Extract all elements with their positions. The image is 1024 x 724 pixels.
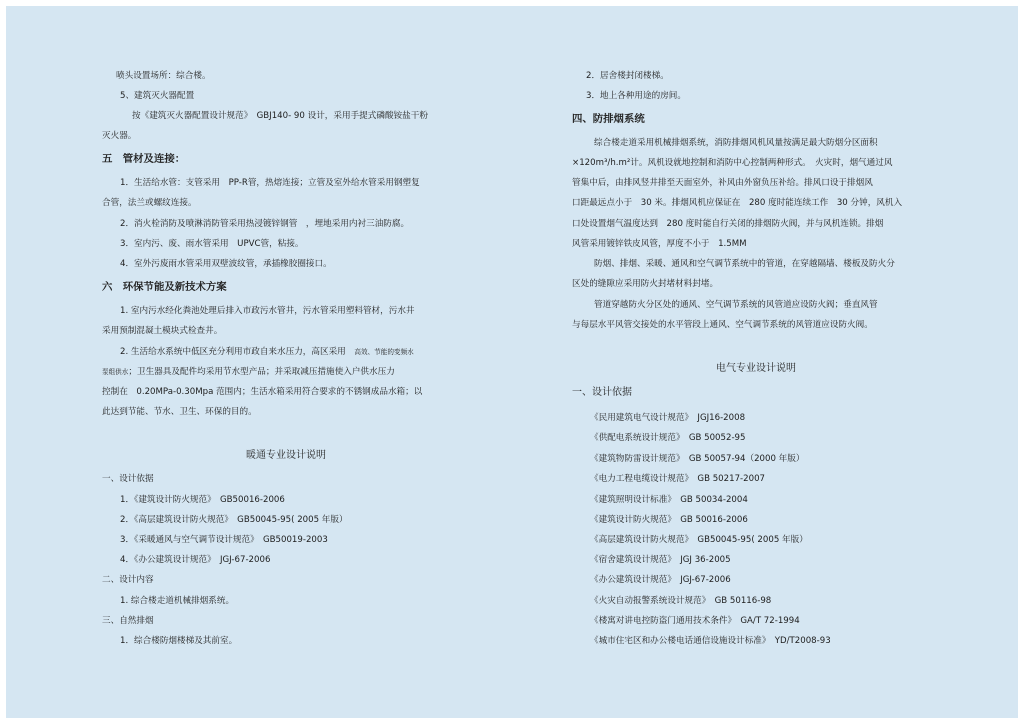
sprinkler-location-line: 喷头设置场所：综合楼。 <box>116 71 211 81</box>
electrical-standard-7: 《高层建筑设计防火规范》 GB50045-95( 2005 年版） <box>590 535 808 545</box>
smoke-control-text-5: 口处设置烟气温度达到 280 度时能自行关闭的排烟防火阀，并与风机连锁。排烟 <box>572 219 884 229</box>
electrical-basis-heading: 一、设计依据 <box>572 387 632 398</box>
section-heading-env: 六 环保节能及新技术方案 <box>102 281 227 293</box>
electrical-standard-8: 《宿舍建筑设计规范》 JGJ 36-2005 <box>590 555 731 565</box>
extinguisher-heading: 5、建筑灭火器配置 <box>120 91 195 101</box>
env-item-2-pump-text: 泵组供水 <box>102 368 129 376</box>
smoke-control-text-2: ×120m³/h.m²计。风机设就地控制和消防中心控制两种形式。 火灾时，烟气通过风 <box>572 158 893 168</box>
smoke-control-text-1: 综合楼走道采用机械排烟系统，消防排烟风机风量按满足最大防烟分区面积 <box>594 138 878 148</box>
natural-smoke-heading: 三、自然排烟 <box>102 616 154 626</box>
env-item-2-small-text: 高效、节能的变频水 <box>354 348 414 356</box>
electrical-standard-1: 《民用建筑电气设计规范》 JGJ16-2008 <box>590 413 746 423</box>
natural-smoke-item-1: 1．综合楼防烟楼梯及其前室。 <box>120 636 238 646</box>
env-item-2-pressure: 控制在 0.20MPa-0.30Mpa 范围内；生活水箱采用符合要求的不锈钢成品水箱；以 <box>102 387 423 397</box>
hvac-basis-item-2: 2．《高层建筑设计防火规范》 GB50045-95( 2005 年版） <box>120 515 348 525</box>
electrical-standard-10: 《火灾自动报警系统设计规范》 GB 50116-98 <box>590 596 772 606</box>
electrical-standard-12: 《城市住宅区和办公楼电话通信设施设计标准》 YD/T2008-93 <box>590 636 831 646</box>
hvac-content-heading: 二、设计内容 <box>102 575 154 585</box>
electrical-standard-11: 《楼寓对讲电控防盗门通用技术条件》 GA/T 72-1994 <box>590 616 800 626</box>
natural-smoke-item-2: 2．居舍楼封闭楼梯。 <box>586 71 669 81</box>
env-item-2-goal: 此达到节能、节水、卫生、环保的目的。 <box>102 407 257 417</box>
piping-item-4: 4．室外污废雨水管采用双壁波纹管，承插橡胶圈接口。 <box>120 259 332 269</box>
electrical-standard-6: 《建筑设计防火规范》 GB 50016-2006 <box>590 515 748 525</box>
extinguisher-text-cont: 灭火器。 <box>102 131 137 141</box>
electrical-standard-4: 《电力工程电缆设计规范》 GB 50217-2007 <box>590 474 766 484</box>
env-item-1: 1. 室内污水经化粪池处理后排入市政污水管井，污水管采用塑料管材，污水井 <box>120 306 415 316</box>
piping-item-2: 2．消火栓消防及喷淋消防管采用热浸镀锌钢管 ，埋地采用内衬三油防腐。 <box>120 219 410 229</box>
smoke-control-heading: 四、防排烟系统 <box>572 113 645 125</box>
hvac-basis-item-1: 1．《建筑设计防火规范》 GB50016-2006 <box>120 495 285 505</box>
electrical-standard-9: 《办公建筑设计规范》 JGJ-67-2006 <box>590 575 731 585</box>
env-item-2 <box>120 346 414 358</box>
hvac-basis-heading: 一、设计依据 <box>102 474 154 484</box>
electrical-standard-2: 《供配电系统设计规范》 GB 50052-95 <box>590 433 746 443</box>
fire-damper-text-1: 管道穿越防火分区处的通风、空气调节系统的风管道应设防火阀；垂直风管 <box>594 300 878 310</box>
electrical-standard-5: 《建筑照明设计标准》 GB 50034-2004 <box>590 495 748 505</box>
extinguisher-text: 按《建筑灭火器配置设计规范》 GBJ140- 90 设计，采用手提式磷酸铵盐干粉 <box>132 111 428 121</box>
hvac-basis-item-3: 3．《采暖通风与空气调节设计规范》 GB50019-2003 <box>120 535 328 545</box>
env-item-2-cont <box>102 366 395 378</box>
hvac-content-item-1: 1. 综合楼走道机械排烟系统。 <box>120 596 235 606</box>
env-item-1-cont: 采用预制混凝土模块式检查井。 <box>102 326 223 336</box>
piping-item-1: 1．生活给水管：支管采用 PP-R管，热熔连接；立管及室外给水管采用钢塑复 <box>120 178 420 188</box>
piping-item-1-cont: 合管，法兰或螺纹连接。 <box>102 198 197 208</box>
env-item-2-text: 2. 生活给水系统中低区充分利用市政自来水压力，高区采用 <box>120 347 355 357</box>
smoke-control-text-4: 口距最远点小于 30 米。排烟风机应保证在 280 度时能连续工作 30 分钟，风机入 <box>572 198 903 208</box>
electrical-standard-3: 《建筑物防雷设计规范》 GB 50057-94（2000 年版） <box>590 454 805 464</box>
env-item-2-fixture-text: ；卫生器具及配件均采用节水型产品；并采取减压措施使入户供水压力 <box>128 367 395 377</box>
document-page <box>6 6 1018 718</box>
natural-smoke-item-3: 3．地上各种用途的房间。 <box>586 91 686 101</box>
fire-damper-text-2: 与每层水平风管交接处的水平管段上通风、空气调节系统的风管道应设防火阀。 <box>572 320 873 330</box>
smoke-control-text-6: 风管采用镀锌铁皮风管，厚度不小于 1.5MM <box>572 239 747 249</box>
electrical-section-title: 电气专业设计说明 <box>716 363 796 374</box>
section-heading-piping: 五 管材及连接： <box>102 153 186 165</box>
fire-sealing-text-1: 防烟、排烟、采暖、通风和空气调节系统中的管道，在穿越隔墙、楼板及防火分 <box>594 259 895 269</box>
hvac-section-title: 暖通专业设计说明 <box>246 450 326 461</box>
fire-sealing-text-2: 区处的缝隙应采用防火封堵材料封堵。 <box>572 279 719 289</box>
hvac-basis-item-4: 4．《办公建筑设计规范》 JGJ-67-2006 <box>120 555 271 565</box>
piping-item-3: 3．室内污、废、雨水管采用 UPVC管，粘接。 <box>120 239 304 249</box>
smoke-control-text-3: 管集中后，由排风竖井排至天面室外，补风由外窗负压补给。排风口设于排烟风 <box>572 178 873 188</box>
